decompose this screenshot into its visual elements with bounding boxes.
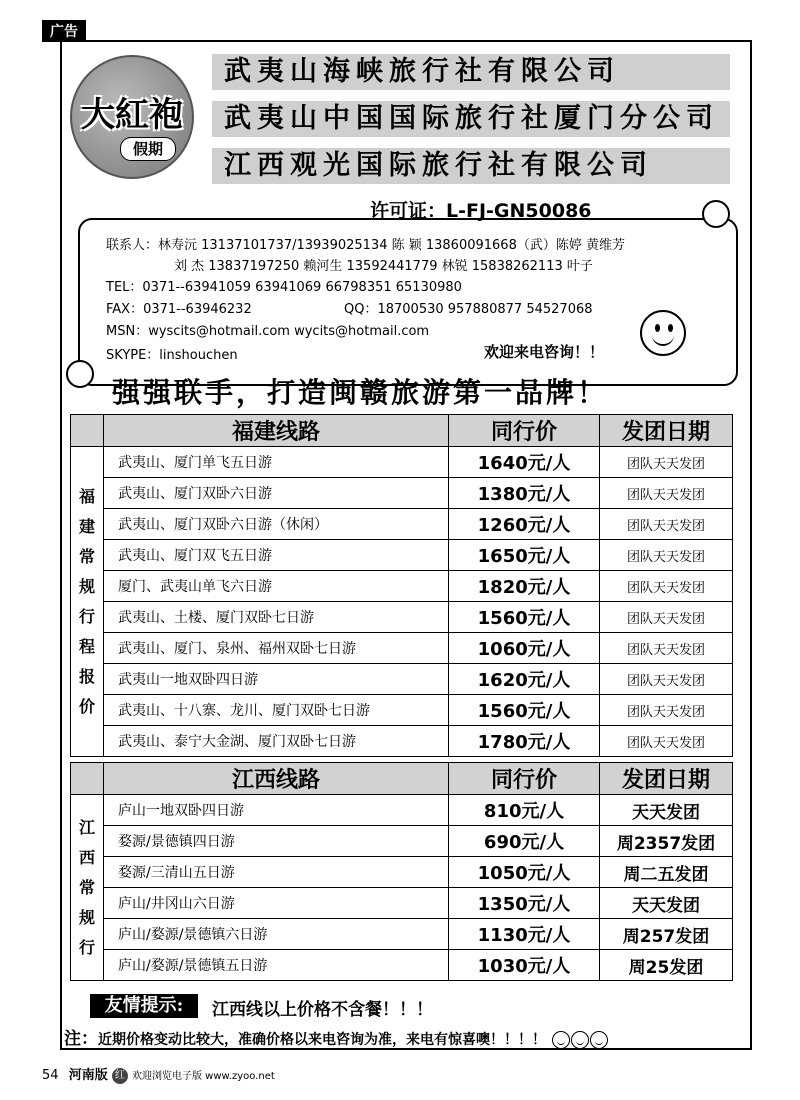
route-name: 武夷山一地双卧四日游	[104, 664, 449, 695]
route-name: 武夷山、厦门、泉州、福州双卧七日游	[104, 633, 449, 664]
jiangxi-side-label: 江 西 常 规 行	[71, 795, 104, 981]
smiley-icon	[552, 1031, 570, 1049]
contact-fax: FAX：0371--63946232	[106, 302, 252, 317]
table-row	[71, 826, 733, 857]
route-date: 团队天天发团	[600, 664, 733, 695]
route-price: 1350元/人	[449, 888, 600, 919]
route-name: 武夷山、十八寨、龙川、厦门双卧七日游	[104, 695, 449, 726]
route-price: 1560元/人	[449, 695, 600, 726]
fujian-side-label: 福 建 常 规 行 程 报 价	[71, 447, 104, 757]
route-date: 团队天天发团	[600, 602, 733, 633]
note-text: 近期价格变动比较大，准确价格以来电咨询为准，来电有惊喜噢！！！！	[98, 1032, 546, 1048]
note-label: 注：	[64, 1029, 98, 1049]
table-row	[71, 695, 733, 726]
route-date: 团队天天发团	[600, 478, 733, 509]
route-name: 庐山/婺源/景德镇五日游	[104, 950, 449, 981]
contact-people-2: 刘 杰 13837197250 赖河生 13592441779 林锐 15838262113 叶子	[174, 259, 593, 274]
route-date: 天天发团	[600, 888, 733, 919]
table-row	[71, 571, 733, 602]
route-price: 1650元/人	[449, 540, 600, 571]
smiley-icon	[640, 310, 686, 356]
route-date: 团队天天发团	[600, 540, 733, 571]
table-row	[71, 726, 733, 757]
table-row	[71, 633, 733, 664]
route-date: 天天发团	[600, 795, 733, 826]
route-name: 婺源/景德镇四日游	[104, 826, 449, 857]
edition-badge: 红	[112, 1068, 128, 1084]
route-price: 1640元/人	[449, 447, 600, 478]
route-name: 武夷山、泰宁大金湖、厦门双卧七日游	[104, 726, 449, 757]
contact-people-1: 联系人：林寿沅 13137101737/13939025134 陈 颖 13860091668（武）陈婷 黄维芳	[106, 238, 625, 253]
route-name: 武夷山、厦门双飞五日游	[104, 540, 449, 571]
route-price: 690元/人	[449, 826, 600, 857]
route-name: 武夷山、厦门单飞五日游	[104, 447, 449, 478]
route-name: 武夷山、厦门双卧六日游（休闲）	[104, 509, 449, 540]
smiley-icon	[590, 1031, 608, 1049]
company-name-3: 江西观光国际旅行社有限公司	[212, 148, 730, 184]
edition-label: 河南版	[68, 1068, 108, 1083]
table-row	[71, 602, 733, 633]
welcome-text: 欢迎来电咨询！！	[484, 343, 605, 361]
page-footer	[42, 1064, 275, 1084]
route-price: 1260元/人	[449, 509, 600, 540]
website-text: 欢迎浏览电子版 www.zyoo.net	[131, 1071, 275, 1082]
logo-text: 大紅袍	[81, 95, 183, 135]
tip-label: 友情提示:	[90, 994, 198, 1018]
route-name: 庐山/婺源/景德镇六日游	[104, 919, 449, 950]
route-date: 周257发团	[600, 919, 733, 950]
smiley-icon	[571, 1031, 589, 1049]
scroll-curl-icon	[702, 200, 730, 228]
contact-qq: QQ：18700530 957880877 54527068	[344, 302, 593, 317]
route-date: 周2357发团	[600, 826, 733, 857]
route-price: 1820元/人	[449, 571, 600, 602]
price-note	[64, 1024, 608, 1049]
table-row	[71, 795, 733, 826]
table-row	[71, 857, 733, 888]
page-number: 54	[42, 1068, 59, 1083]
scroll-curl-icon	[66, 360, 94, 388]
route-name: 庐山一地双卧四日游	[104, 795, 449, 826]
slogan: 强强联手，打造闽赣旅游第一品牌！	[112, 376, 609, 409]
fujian-header-date: 发团日期	[600, 415, 733, 447]
route-price: 810元/人	[449, 795, 600, 826]
route-date: 团队天天发团	[600, 447, 733, 478]
jiangxi-header-price: 同行价	[449, 763, 600, 795]
tip-text: 江西线以上价格不含餐！！！	[212, 1000, 433, 1020]
ad-tag: 广告	[42, 20, 86, 42]
route-date: 周二五发团	[600, 857, 733, 888]
route-date: 周25发团	[600, 950, 733, 981]
route-name: 婺源/三清山五日游	[104, 857, 449, 888]
contact-tel: TEL：0371--63941059 63941069 66798351 65130980	[106, 280, 462, 295]
route-date: 团队天天发团	[600, 726, 733, 757]
route-price: 1620元/人	[449, 664, 600, 695]
route-date: 团队天天发团	[600, 509, 733, 540]
company-name-2: 武夷山中国国际旅行社厦门分公司	[212, 101, 730, 137]
table-row	[71, 919, 733, 950]
license-number: 许可证：L-FJ-GN50086	[370, 200, 592, 222]
route-price: 1050元/人	[449, 857, 600, 888]
table-row	[71, 950, 733, 981]
table-row	[71, 540, 733, 571]
route-price: 1130元/人	[449, 919, 600, 950]
route-name: 厦门、武夷山单飞六日游	[104, 571, 449, 602]
jiangxi-header-date: 发团日期	[600, 763, 733, 795]
route-price: 1780元/人	[449, 726, 600, 757]
contact-msn: MSN：wyscits@hotmail.com wycits@hotmail.com	[106, 324, 430, 339]
fujian-header-price: 同行价	[449, 415, 600, 447]
route-price: 1560元/人	[449, 602, 600, 633]
route-price: 1060元/人	[449, 633, 600, 664]
table-row	[71, 447, 733, 478]
contact-skype: SKYPE：linshouchen	[106, 348, 238, 363]
jiangxi-route-table	[70, 762, 733, 981]
table-row	[71, 478, 733, 509]
route-price: 1380元/人	[449, 478, 600, 509]
table-row	[71, 888, 733, 919]
route-price: 1030元/人	[449, 950, 600, 981]
logo-subtext: 假期	[120, 137, 176, 161]
table-row	[71, 664, 733, 695]
brand-logo	[70, 55, 194, 179]
route-date: 团队天天发团	[600, 633, 733, 664]
route-date: 团队天天发团	[600, 695, 733, 726]
route-name: 武夷山、土楼、厦门双卧七日游	[104, 602, 449, 633]
table-row	[71, 509, 733, 540]
route-date: 团队天天发团	[600, 571, 733, 602]
jiangxi-header-route: 江西线路	[104, 763, 449, 795]
route-name: 庐山/井冈山六日游	[104, 888, 449, 919]
fujian-route-table	[70, 414, 733, 757]
route-name: 武夷山、厦门双卧六日游	[104, 478, 449, 509]
company-name-1: 武夷山海峡旅行社有限公司	[212, 54, 730, 90]
fujian-header-route: 福建线路	[104, 415, 449, 447]
